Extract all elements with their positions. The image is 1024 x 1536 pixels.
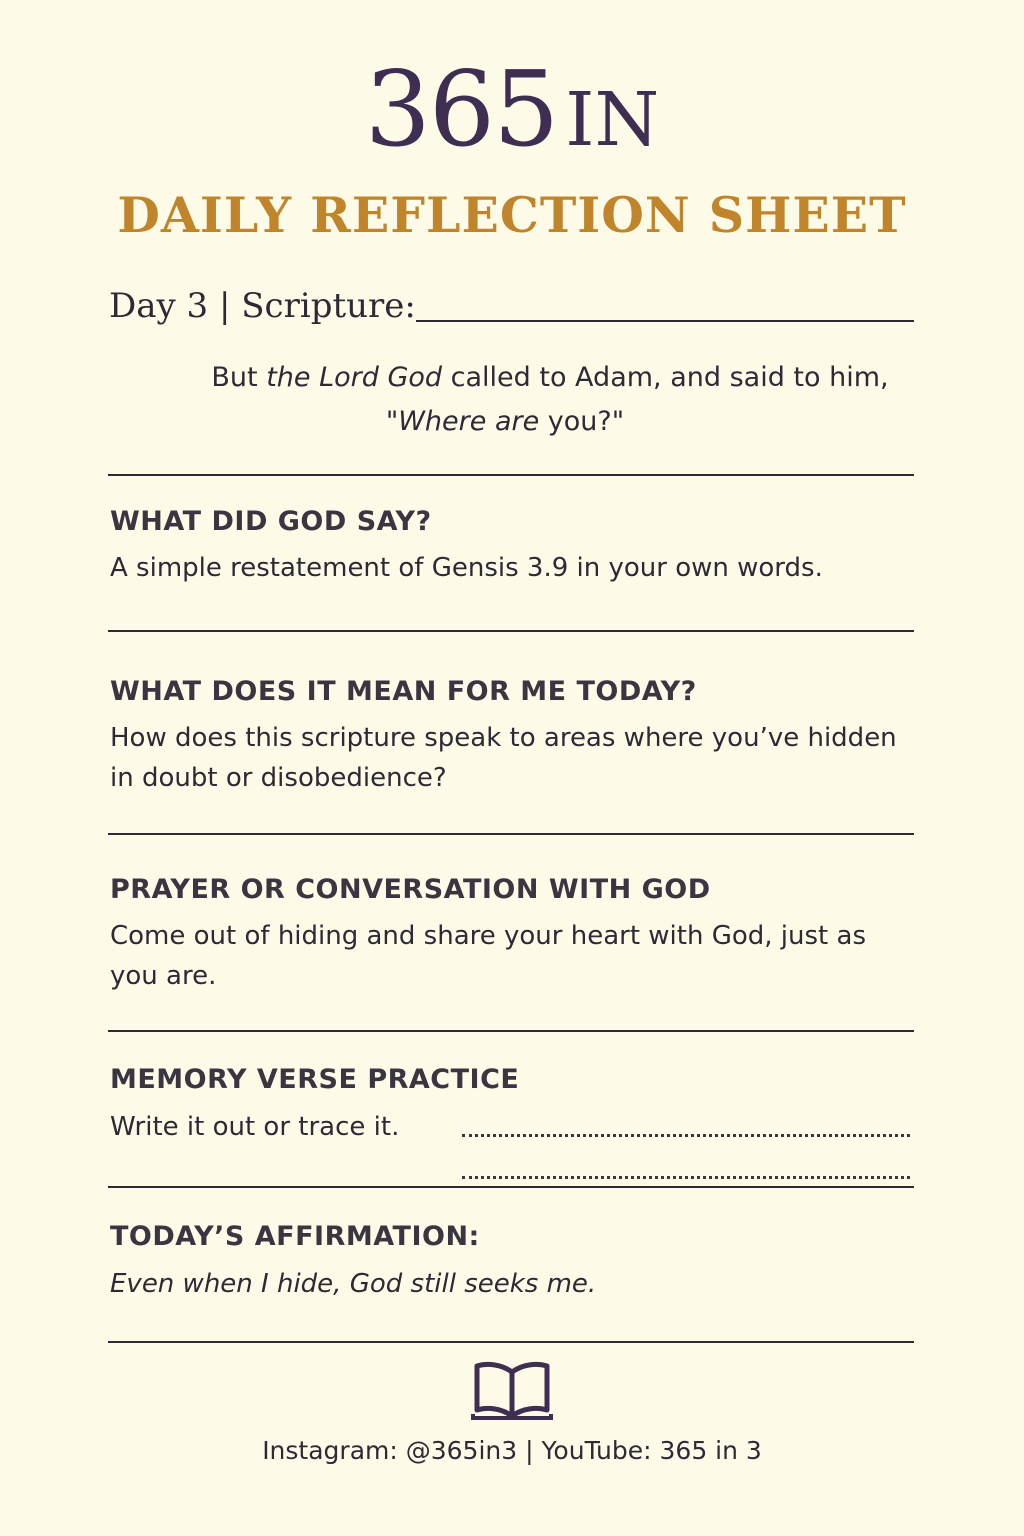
section-prompt: How does this scripture speak to areas where you’ve hidden in doubt or disobedience? bbox=[110, 723, 897, 793]
title-number: 365 bbox=[364, 48, 558, 170]
section-prompt: Write it out or trace it. bbox=[110, 1112, 400, 1142]
writing-line bbox=[108, 630, 914, 632]
verse-emphasis: the Lord God bbox=[266, 362, 443, 393]
verse-text: But bbox=[211, 362, 267, 393]
verse-text: called to Adam, and said to him, bbox=[442, 362, 889, 393]
writing-line bbox=[108, 1186, 914, 1188]
section-heading: MEMORY VERSE PRACTICE bbox=[110, 1064, 520, 1095]
section-heading: TODAY’S AFFIRMATION: bbox=[110, 1221, 480, 1252]
trace-dotted-line bbox=[462, 1176, 910, 1179]
day-scripture-label: Day 3 | Scripture: bbox=[109, 286, 416, 326]
verse-emphasis: "Where are bbox=[385, 406, 540, 437]
verse-line-2 bbox=[0, 406, 1010, 437]
section-heading: WHAT DOES IT MEAN FOR ME TODAY? bbox=[110, 676, 697, 707]
page-title bbox=[0, 48, 1024, 170]
verse-line-1 bbox=[0, 362, 1024, 393]
footer-social-links: Instagram: @365in3 | YouTube: 365 in 3 bbox=[262, 1436, 762, 1465]
writing-line bbox=[108, 833, 914, 835]
section-heading: WHAT DID GOD SAY? bbox=[110, 506, 432, 537]
affirmation-text: Even when I hide, God still seeks me. bbox=[110, 1269, 597, 1299]
divider bbox=[108, 474, 914, 476]
scripture-blank-line bbox=[416, 320, 914, 322]
writing-line bbox=[108, 1030, 914, 1032]
section-prompt: A simple restatement of Gensis 3.9 in your own words. bbox=[110, 553, 823, 583]
title-word: IN bbox=[565, 77, 660, 163]
trace-dotted-line bbox=[462, 1134, 910, 1137]
section-prompt: Come out of hiding and share your heart with God, just as you are. bbox=[110, 921, 866, 991]
page-subtitle: DAILY REFLECTION SHEET bbox=[117, 186, 907, 244]
open-book-icon bbox=[471, 1358, 553, 1426]
divider bbox=[108, 1341, 914, 1343]
verse-text: you?" bbox=[539, 406, 625, 437]
section-heading: PRAYER OR CONVERSATION WITH GOD bbox=[110, 874, 711, 905]
